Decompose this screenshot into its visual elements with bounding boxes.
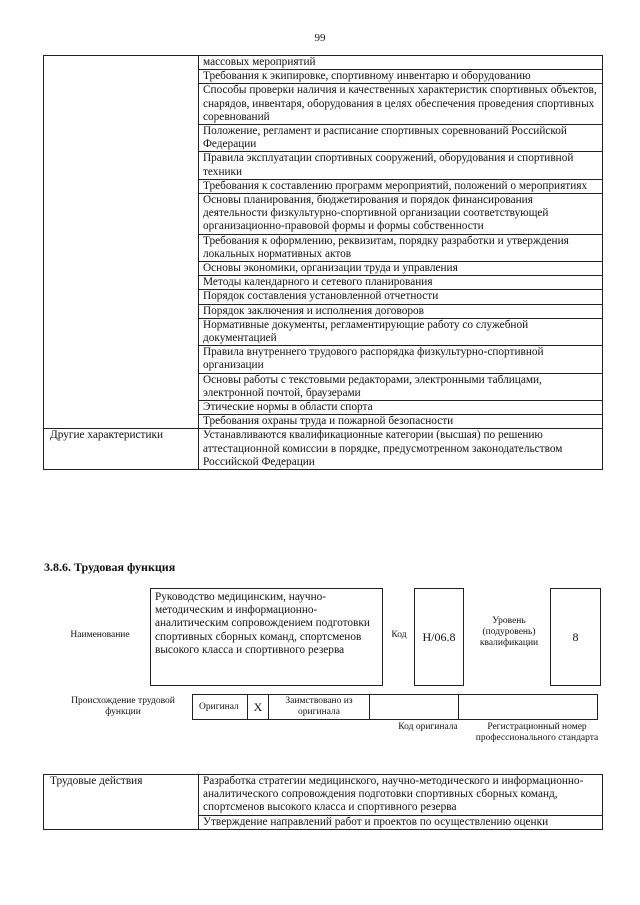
knowledge-item: Требования охраны труда и пожарной безопасности [199,415,603,429]
labor-action-item: Утверждение направлений работ и проектов по осуществлению оценки [199,815,603,829]
knowledge-item: Требования к оформлению, реквизитам, порядку разработки и утверждения локальных нормативных актов [199,234,603,261]
knowledge-item: Методы календарного и сетевого планирования [199,276,603,290]
labor-actions-table [43,774,603,830]
knowledge-item: Основы экономики, организации труда и управления [199,262,603,276]
function-code: Н/06.8 [414,588,464,686]
knowledge-item: Порядок заключения и исполнения договоров [199,304,603,318]
name-label: Наименование [70,630,130,640]
knowledge-item: Нормативные документы, регламентирующие работу со служебной документацией [199,318,603,345]
reg-number-label: Регистрационный номер профессионального стандарта [475,722,599,743]
knowledge-item: Этические нормы в области спорта [199,401,603,415]
other-characteristics-label: Другие характеристики [44,429,199,470]
origin-label: Происхождение трудовой функции [71,696,175,717]
code-label: Код [391,630,407,640]
knowledge-item: Основы планирования, бюджетирования и порядок финансирования деятельности физкультурно-спортивной организации соответствующей организационно-правовой формы и формы собственности [199,194,603,235]
knowledge-item: массовых мероприятий [199,56,603,70]
knowledge-item: Положение, регламент и расписание спортивных соревнований Российской Федерации [199,125,603,152]
origin-row [193,694,601,720]
qualification-level: 8 [550,588,601,686]
knowledge-row [44,56,603,70]
labor-action-row [44,775,603,816]
knowledge-table [43,55,603,470]
labor-action-item: Разработка стратегии медицинского, научно-методического и информационно-аналитического сопровождения подготовки спортивных сборных команд, спортсменов высокого класса и спортивного резерва [199,775,603,816]
code-original-cell [369,694,459,720]
other-characteristics-row [44,429,603,470]
knowledge-item: Требования к составлению программ мероприятий, положений о мероприятиях [199,179,603,193]
knowledge-item: Правила эксплуатации спортивных сооружений, оборудования и спортивной техники [199,152,603,179]
other-characteristics-text: Устанавливаются квалификационные категории (высшая) по решению аттестационной комиссии в порядке, предусмотренном законодательством Российской Федерации [199,429,603,470]
knowledge-item: Способы проверки наличия и качественных характеристик спортивных объектов, снарядов, инвентаря, оборудования в целях обеспечения проведения спортивных соревнований [199,84,603,125]
reg-number-cell [458,694,598,720]
section-title: 3.8.6. Трудовая функция [44,560,176,574]
borrowed-label: Заимствовано из оригинала [268,694,370,720]
knowledge-item: Порядок составления установленной отчетности [199,290,603,304]
code-original-label: Код оригинала [398,722,458,732]
level-label: Уровень (подуровень) квалификации [479,616,539,648]
original-mark: X [247,694,269,720]
knowledge-label-cell [44,56,199,429]
function-name: Руководство медицинским, научно-методическим и информационно-аналитическим сопровождением подготовки спортивных сборных команд, спортсменов высокого класса и спортивного резерва [150,588,383,686]
knowledge-item: Основы работы с текстовыми редакторами, электронными таблицами, электронной почтой, браузерами [199,373,603,400]
page-number: 99 [314,32,326,44]
knowledge-item: Правила внутреннего трудового распорядка физкультурно-спортивной организации [199,346,603,373]
knowledge-item: Требования к экипировке, спортивному инвентарю и оборудованию [199,70,603,84]
labor-actions-label: Трудовые действия [44,775,199,830]
original-label: Оригинал [192,694,248,720]
